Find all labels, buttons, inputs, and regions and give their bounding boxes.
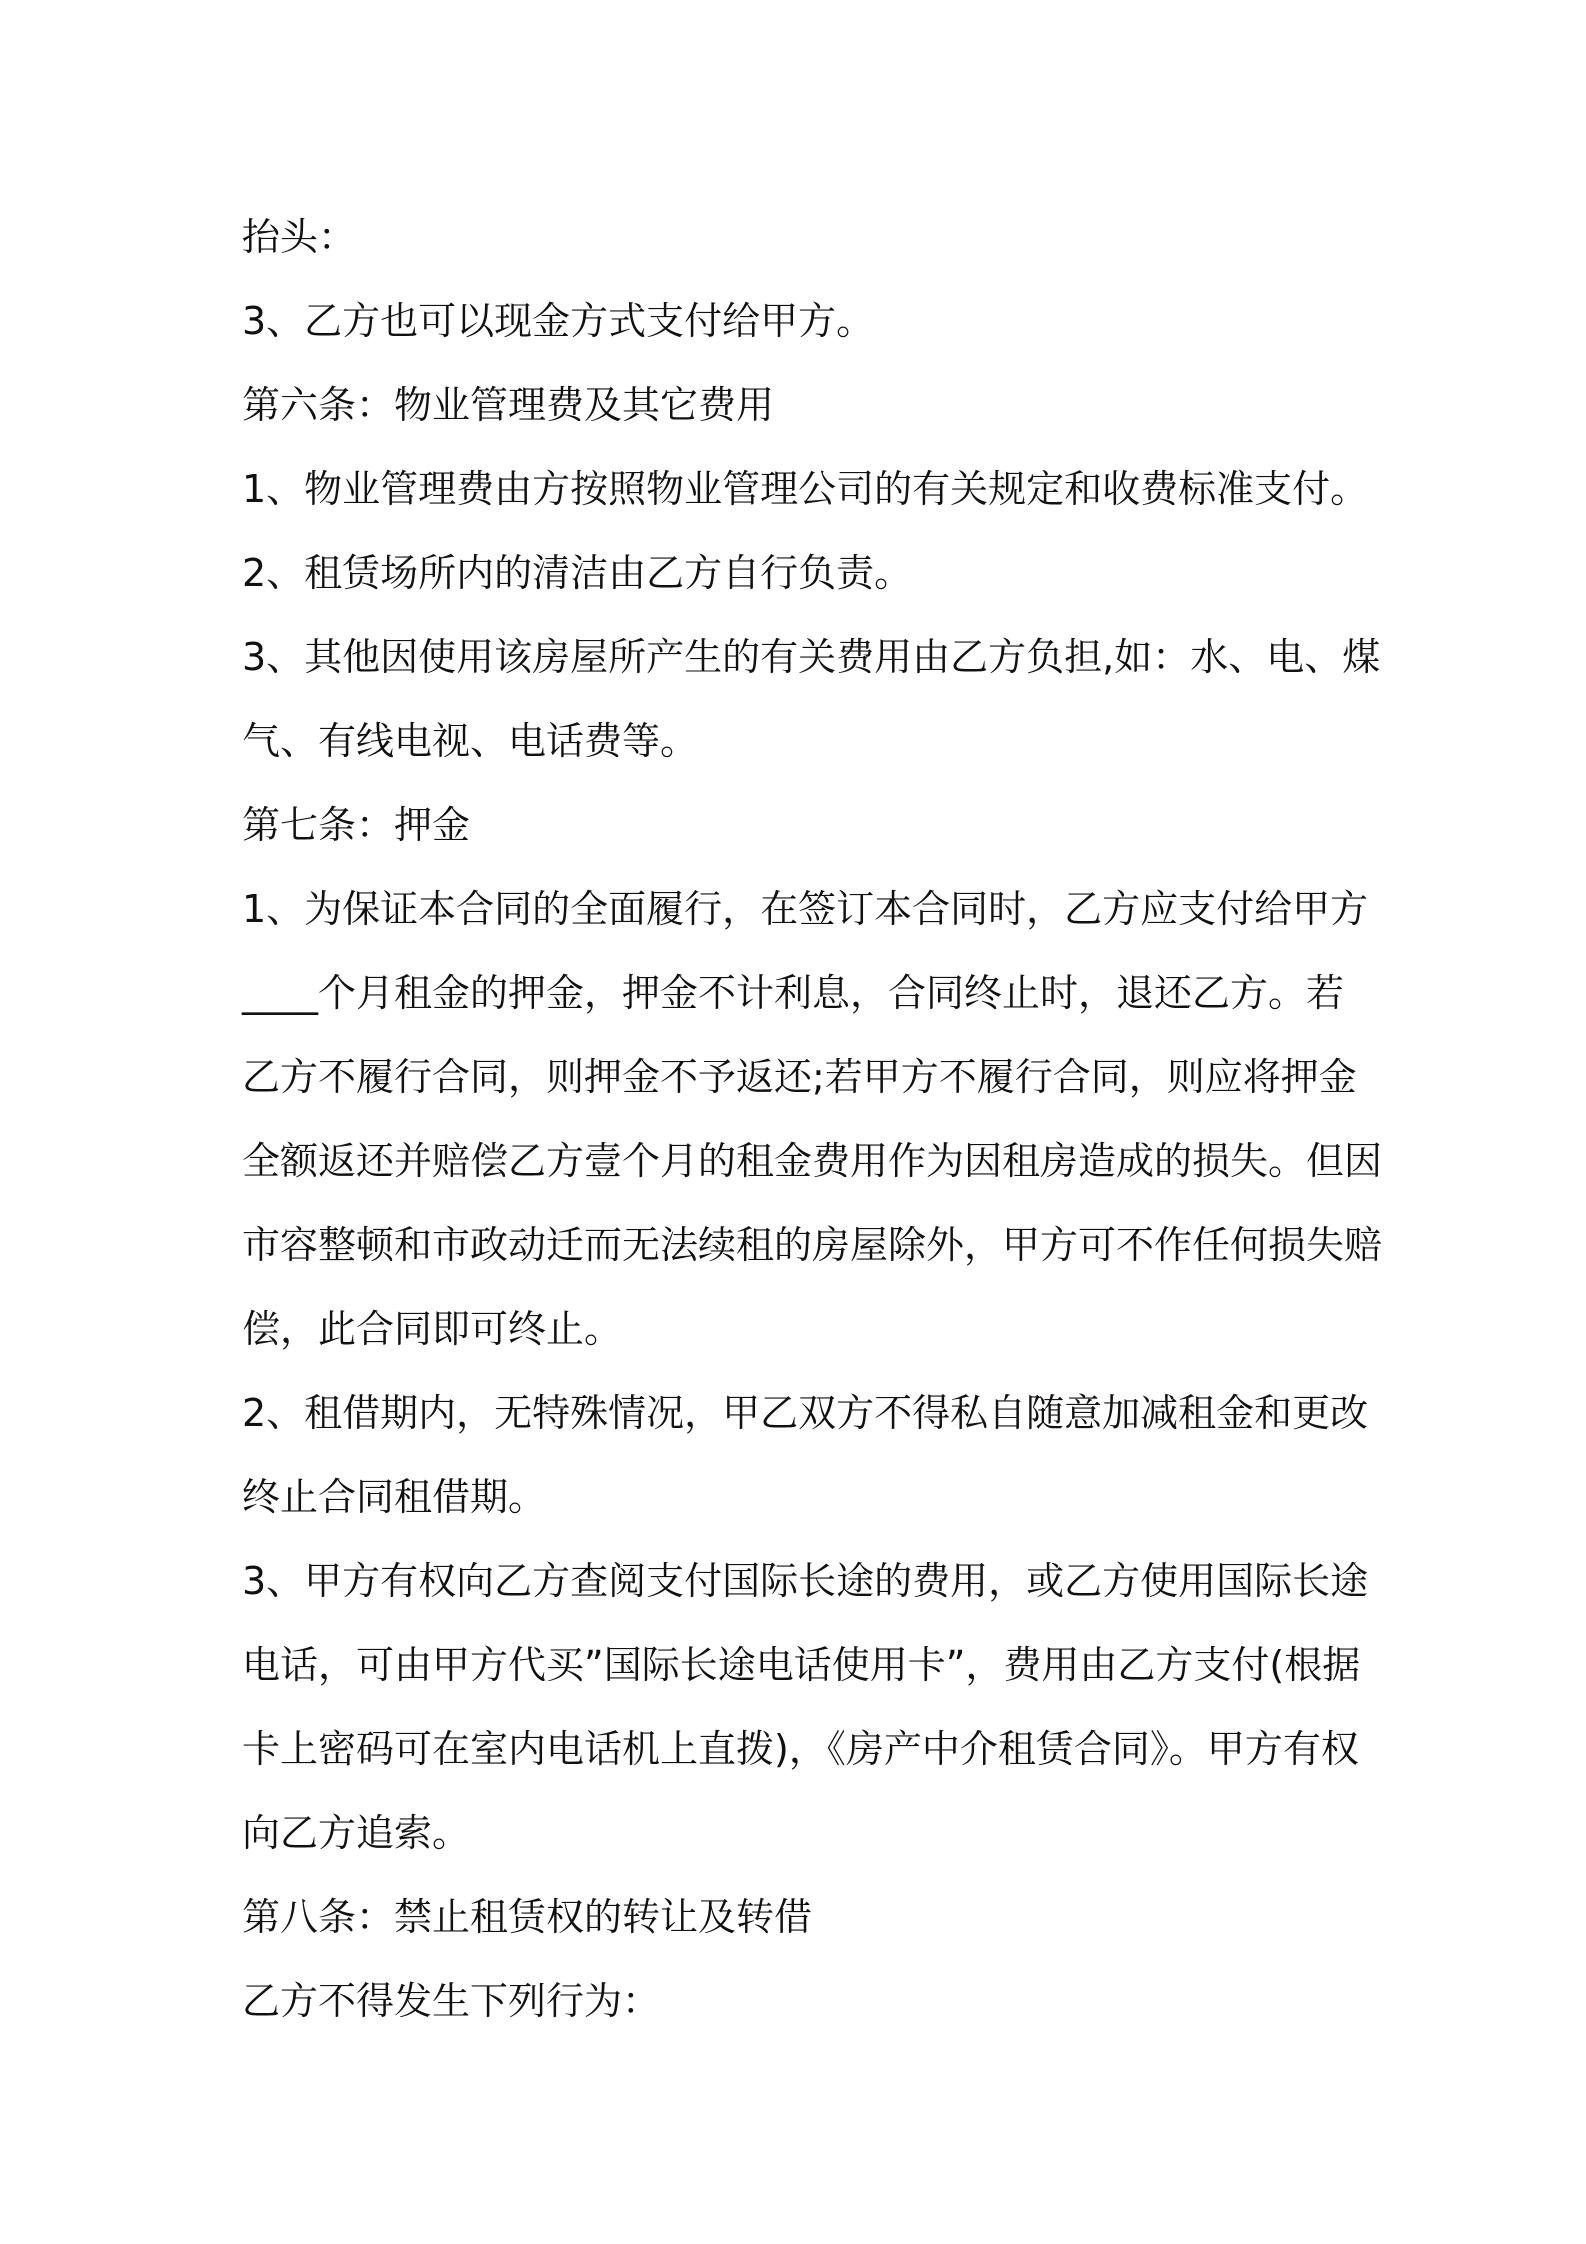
text-line: 卡上密码可在室内电话机上直拨)，《房产中介租赁合同》。甲方有权 (242, 1727, 1359, 1771)
text-line: 向乙方追索。 (242, 1811, 471, 1855)
section-heading-article-8: 第八条：禁止租赁权的转让及转借 (242, 1895, 813, 1939)
document-body (242, 195, 1383, 2043)
text-line: ____个月租金的押金，押金不计利息，合同终止时，退还乙方。若 (242, 971, 1345, 1015)
text-line: 电话，可由甲方代买”国际长途电话使用卡”，费用由乙方支付(根据 (242, 1643, 1361, 1687)
text-line: 1、物业管理费由方按照物业管理公司的有关规定和收费标准支付。 (242, 467, 1369, 511)
text-line: 偿，此合同即可终止。 (242, 1307, 623, 1351)
text-line: 乙方不履行合同，则押金不予返还;若甲方不履行合同，则应将押金 (242, 1055, 1357, 1099)
section-heading-article-7: 第七条：押金 (242, 803, 471, 847)
text-line: 1、为保证本合同的全面履行，在签订本合同时，乙方应支付给甲方 (242, 887, 1369, 931)
text-line: 气、有线电视、电话费等。 (242, 719, 699, 763)
text-line: 2、租赁场所内的清洁由乙方自行负责。 (242, 551, 913, 595)
text-line: 全额返还并赔偿乙方壹个月的租金费用作为因租房造成的损失。但因 (242, 1139, 1383, 1183)
text-line: 3、其他因使用该房屋所产生的有关费用由乙方负担,如：水、电、煤 (242, 635, 1381, 679)
text-line: 乙方不得发生下列行为： (242, 1979, 661, 2023)
text-line: 终止合同租借期。 (242, 1475, 547, 1519)
text-line: 3、甲方有权向乙方查阅支付国际长途的费用，或乙方使用国际长途 (242, 1559, 1369, 1603)
text-line: 3、乙方也可以现金方式支付给甲方。 (242, 299, 875, 343)
text-line: 市容整顿和市政动迁而无法续租的房屋除外，甲方可不作任何损失赔 (242, 1223, 1383, 1267)
section-heading-article-6: 第六条：物业管理费及其它费用 (242, 383, 775, 427)
text-line: 2、租借期内，无特殊情况，甲乙双方不得私自随意加减租金和更改 (242, 1391, 1369, 1435)
text-line-header: 抬头： (242, 215, 357, 259)
